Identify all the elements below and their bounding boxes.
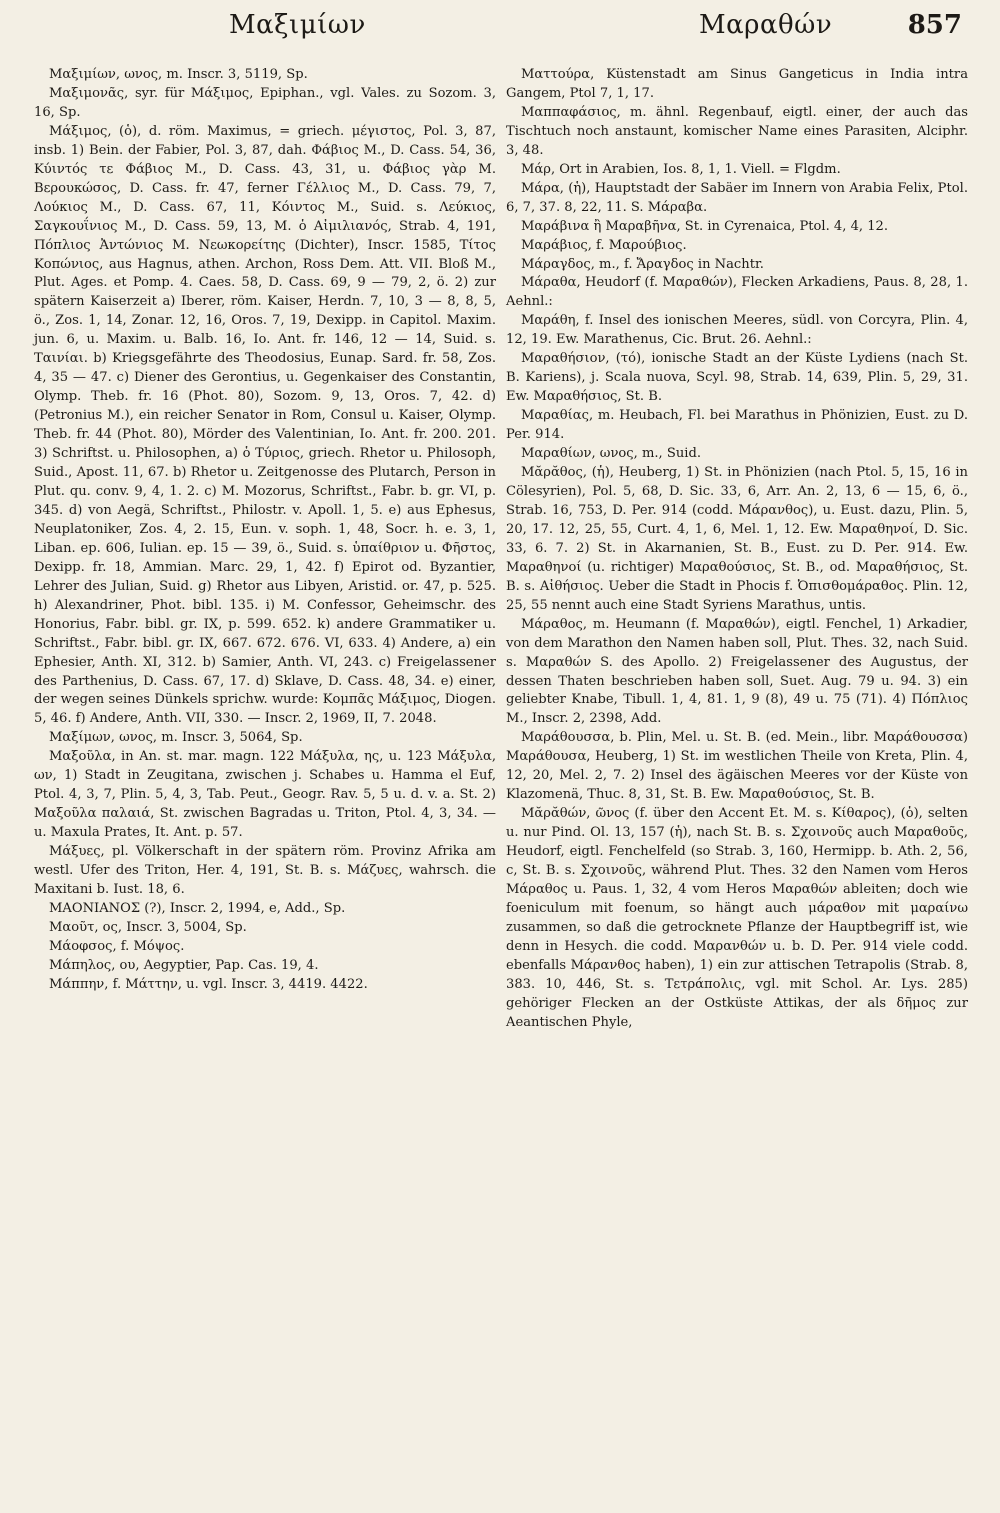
- entry: Μαραθίων, ωνος, m., Suid.: [521, 446, 701, 462]
- entry: Μάρα, (ἡ), Hauptstadt der Sabäer im Innern von Arabia Felix, Ptol. 6, 7, 37. 8, 22, 11. S. Μάραβα.: [506, 180, 968, 215]
- page-number: 857: [907, 10, 962, 40]
- entry: Μάξυες, pl. Völkerschaft in der spätern röm. Provinz Afrika am westl. Ufer des Triton, Her. 4, 191, St. B. s. Μάζυες, wahrsch. die Maxitani b. Iust. 18, 6.: [34, 844, 496, 897]
- entry: Μαράβιος, f. Μαρούβιος.: [521, 237, 687, 253]
- entry: Ματτούρα, Küstenstadt am Sinus Gangeticus in India intra Gangem, Ptol 7, 1, 17.: [506, 67, 968, 101]
- entry: Μαοῦτ, ος, Inscr. 3, 5004, Sp.: [49, 919, 247, 935]
- entry: Μάππην, f. Μάττην, u. vgl. Inscr. 3, 4419. 4422.: [49, 976, 368, 992]
- entry: Μάραθα, Heudorf (f. Μαραθών), Flecken Arkadiens, Paus. 8, 28, 1. Aehnl.:: [506, 275, 968, 310]
- entry: Μαραθίας, m. Heubach, Fl. bei Marathus in Phönizien, Eust. zu D. Per. 914.: [506, 408, 968, 443]
- entry: Μαράθη, f. Insel des ionischen Meeres, südl. von Corcyra, Plin. 4, 12, 19. Ew. Marathenus, Cic. Brut. 26. Aehnl.:: [506, 313, 968, 348]
- entry: Μαξιμίων, ωνος, m. Inscr. 3, 5119, Sp.: [49, 67, 308, 82]
- entry: Μᾰρᾰθος, (ἡ), Heuberg, 1) St. in Phönizien (nach Ptol. 5, 15, 16 in Cölesyrien), Pol. 5, 68, D. Sic. 33, 6, Arr. An. 2, 13, 6 — 15, 6, ö., Strab. 16, 753, D. Per. 914 (codd. Μάρανθος), u. Eust. dazu, Plin. 5, 20, 17. 12, 25, 55, Curt. 4, 1, 6, Mel. 1, 12. Ew. Μαραθηνοί, D. Sic. 33, 6. 7. 2) St. in Akarnanien, St. B., Eust. zu D. Per. 914. Ew. Μαραθηνοί (u. richtiger) Μαραθούσιος, St. B., od. Μαραθήσιος, St. B. s. Αἰθήσιος. Ueber die Stadt in Phocis f. Ὀπισθομάραθος. Plin. 12, 25, 55 nennt auch eine Stadt Syriens Marathus, untis.: [506, 465, 968, 613]
- entry: Μάπηλος, ου, Aegyptier, Pap. Cas. 19, 4.: [49, 957, 319, 973]
- page-header: [34, 4, 968, 66]
- entry: Μαράβινα ἢ Μαραβῆνα, St. in Cyrenaica, Ptol. 4, 4, 12.: [521, 218, 889, 234]
- entry: Μαξιμονᾶς, syr. für Μάξιμος, Epiphan., vgl. Vales. zu Sozom. 3, 16, Sp.: [34, 85, 496, 120]
- header-right-keyword: Μαραθών: [699, 10, 833, 40]
- entry: Μάραγδος, m., f. Ἄραγδος in Nachtr.: [521, 256, 764, 272]
- entry: Μαππαφάσιος, m. ähnl. Regenbauf, eigtl. einer, der auch das Tischtuch noch anstaunt, komischer Name eines Parasiten, Alciphr. 3, 48.: [506, 104, 968, 158]
- columns: [34, 66, 968, 1033]
- entry: Μαξίμων, ωνος, m. Inscr. 3, 5064, Sp.: [49, 730, 303, 746]
- entry: Μαράθουσσα, b. Plin, Mel. u. St. B. (ed. Mein., libr. Μαράθουσσα) Μαράθουσα, Heuberg, 1) St. im westlichen Theile von Kreta, Plin. 4, 12, 20, Mel. 2, 7. 2) Insel des ägäischen Meeres vor der Küste von Klazomenä, Thuc. 8, 31, St. B. Ew. Μαραθούσιος, St. B.: [506, 730, 968, 803]
- entry: Μαραθήσιον, (τό), ionische Stadt an der Küste Lydiens (nach St. B. Kariens), j. Scala nuova, Scyl. 98, Strab. 14, 639, Plin. 5, 29, 31. Ew. Μαραθήσιος, St. B.: [506, 351, 968, 405]
- entry: Μάοφσος, f. Μόψος.: [49, 938, 185, 954]
- left-column: [34, 66, 496, 1033]
- entry: Μάρ, Ort in Arabien, Ios. 8, 1, 1. Viell. = Flgdm.: [521, 161, 841, 177]
- right-column: [506, 66, 968, 1033]
- entry: Μάξιμος, (ὁ), d. röm. Maximus, = griech. μέγιστος, Pol. 3, 87, insb. 1) Bein. der Fabier, Pol. 3, 87, dah. Φάβιος Μ., D. Cass. 54, 36, Κύιντός τε Φάβιος Μ., D. Cass. 43, 31, u. Φάβιος γὰρ Μ. Βερουκώσος, D. Cass. fr. 47, ferner Γέλλιος Μ., D. Cass. 79, 7, Λούκιος Μ., D. Cass. 67, 11, Κόιντος Μ., Suid. s. Λεύκιος, Σαγκουΐνιος Μ., D. Cass. 59, 13, Μ. ὁ Αἰμιλιανός, Strab. 4, 191, Πόπλιος Ἀντώνιος Μ. Νεωκορείτης (Dichter), Inscr. 1585, Τίτος Κοπώνιος, aus Hagnus, athen. Archon, Ross Dem. Att. VII. Bloß Μ., Plut. Ages. et Pomp. 4. Caes. 58, D. Cass. 69, 9 — 79, 2, ö. 2) zur spätern Kaiserzeit a) Iberer, röm. Kaiser, Herdn. 7, 10, 3 — 8, 8, 5, ö., Zos. 1, 14, Zonar. 12, 16, Oros. 7, 19, Dexipp. in Capitol. Maxim. jun. 6, u. Maxim. u. Balb. 16, Io. Ant. fr. 146, 12 — 14, Suid. s. Ταινίαι. b) Kriegsgefährte des Theodosius, Eunap. Sard. fr. 58, Zos. 4, 35 — 47. c) Diener des Gerontius, u. Gegenkaiser des Constantin, Olymp. Theb. fr. 16 (Phot. 80), Sozom. 9, 13, Oros. 7, 42. d) (Petronius M.), ein reicher Senator in Rom, Consul u. Kaiser, Olymp. Theb. fr. 44 (Phot. 80), Mörder des Valentinian, Io. Ant. fr. 200. 201. 3) Schriftst. u. Philosophen, a) ὁ Τύριος, griech. Rhetor u. Philosoph, Suid., Apost. 11, 67. b) Rhetor u. Zeitgenosse des Plutarch, Person in Plut. qu. conv. 9, 4, 1. 2. c) M. Mozorus, Schriftst., Fabr. b. gr. VI, p. 345. d) von Aegä, Schriftst., Philostr. v. Apoll. 1, 5. e) aus Ephesus, Neuplatoniker, Zos. 4, 2. 15, Eun. v. soph. 1, 48, Socr. h. e. 3, 1, Liban. ep. 606, Iulian. ep. 15 — 39, ö., Suid. s. ὑπαίθριον u. Φῆστος, Dexipp. fr. 18, Ammian. Marc. 29, 1, 42. f) Epirot od. Byzantier, Lehrer des Julian, Suid. g) Rhetor aus Libyen, Aristid. or. 47, p. 525. h) Alexandriner, Phot. bibl. 135. i) M. Confessor, Geheimschr. des Honorius, Fabr. bibl. gr. IX, p. 599. 652. k) andere Grammatiker u. Schriftst., Fabr. bibl. gr. IX, 667. 672. 676. VI, 633. 4) Andere, a) ein Ephesier, Anth. XI, 312. b) Samier, Anth. VI, 243. c) Freigelassener des Parthenius, D. Cass. 67, 17. d) Sklave, D. Cass. 48, 34. e) einer, der wegen seines Dünkels sprichw. wurde: Κομπᾶς Μάξιμος, Diogen. 5, 46. f) Andere, Anth. VII, 330. — Inscr. 2, 1969, II, 7. 2048.: [34, 123, 496, 727]
- entry: Μᾰρᾰθών, ῶνος (f. über den Accent Et. M. s. Κίθαρος), (ὁ), selten u. nur Pind. Ol. 13, 157 (ἡ), nach St. B. s. Σχοινοῦς auch Μαραθοῦς, Heudorf, eigtl. Fenchelfeld (so Strab. 3, 160, Hermipp. b. Ath. 2, 56, c, St. B. s. Σχοινοῦς, während Plut. Thes. 32 den Namen vom Heros Μάραθος u. Paus. 1, 32, 4 vom Heros Μαραθών ableiten; doch wie foeniculum mit foenum, so hängt auch μάραθον mit μαραίνω zusammen, so daß die getrocknete Pflanze der Hauptbegriff ist, wie denn in Hesych. die codd. Μαρανθών u. b. D. Per. 914 viele codd. ebenfalls Μάρανθος haben), 1) ein zur attischen Tetrapolis (Strab. 8, 383. 10, 446, St. s. Τετράπολις, vgl. mit Schol. Ar. Lys. 285) gehöriger Flecken an der Ostküste Attikas, der als δῆμος zur Aeantischen Phyle,: [506, 806, 968, 1030]
- entry: ΜΑΟΝΙΑΝΟΣ (?), Inscr. 2, 1994, e, Add., Sp.: [49, 900, 346, 916]
- entry: Μάραθος, m. Heumann (f. Μαραθών), eigtl. Fenchel, 1) Arkadier, von dem Marathon den Namen haben soll, Plut. Thes. 32, nach Suid. s. Μαραθών S. des Apollo. 2) Freigelassener des Augustus, der dessen Thaten beschrieben haben soll, Suet. Aug. 79 u. 94. 3) ein geliebter Knabe, Tibull. 1, 4, 81. 1, 9 (8), 49 u. 75 (71). 4) Πόπλιος Μ., Inscr. 2, 2398, Add.: [506, 616, 968, 727]
- header-left-keyword: Μαξιμίων: [229, 10, 366, 40]
- entry: Μαξοῦλα, in An. st. mar. magn. 122 Μάξυλα, ης, u. 123 Μάξυλα, ων, 1) Stadt in Zeugitana, zwischen j. Schabes u. Hamma el Euf, Ptol. 4, 3, 7, Plin. 5, 4, 3, Tab. Peut., Geogr. Rav. 5, 5 u. d. v. a. St. 2) Μαξοῦλα παλαιά, St. zwischen Bagradas u. Triton, Ptol. 4, 3, 34. — u. Maxula Prates, It. Ant. p. 57.: [34, 749, 496, 841]
